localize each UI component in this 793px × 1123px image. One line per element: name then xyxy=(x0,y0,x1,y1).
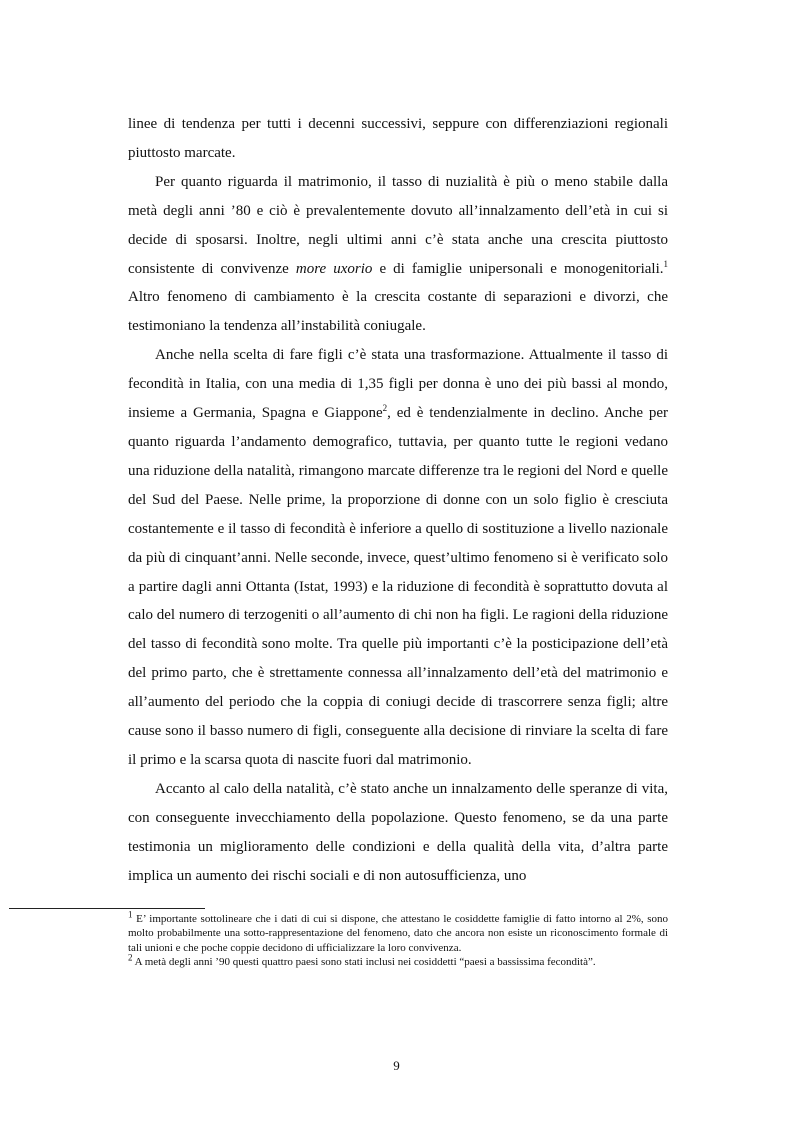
footnote-ref-2[interactable]: 2 xyxy=(382,403,388,414)
italic-term: more uxorio xyxy=(295,260,373,277)
footnote-separator xyxy=(9,908,205,909)
paragraph-text: Anche nella scelta di fare figli c’è stata una trasformazione. Attualmente il tasso di fecondità in Italia, con una media di 1,35 figli per donna è uno dei più bassi al mondo, insieme a Germania, Spagna e Giappone xyxy=(128,347,668,422)
footnotes xyxy=(128,909,668,970)
footnote-ref-1[interactable]: 1 xyxy=(663,258,669,269)
footnote-2 xyxy=(128,952,668,969)
paragraph-continuation xyxy=(128,110,668,168)
paragraph-marriage xyxy=(128,168,668,341)
paragraph-life-expectancy xyxy=(128,775,668,891)
footnote-mark: 1 xyxy=(128,909,133,920)
footnote-mark: 2 xyxy=(128,952,133,963)
paragraph-text: , ed è tendenzialmente in declino. Anche per quanto riguarda l’andamento demografico, tuttavia, per quanto tutte le regioni vedano una riduzione della natalità, rimangono marcate differenze tra le regioni del Nord e quelle del Sud del Paese. Nelle prime, la proporzione di donne con un solo figlio è cresciuta costantemente e il tasso di fecondità è inferiore a quello di sostituzione a livello nazionale da più di cinquant’anni. Nelle seconde, invece, quest’ultimo fenomeno si è verificato solo a partire dagli anni Ottanta (Istat, 1993) e la riduzione di fecondità è soprattutto dovuta al calo del numero di terzogeniti o all’aumento di chi non ha figli. Le ragioni della riduzione del tasso di fecondità sono molte. Tra quelle più importanti c’è la posticipazione dell’età del primo parto, che è strettamente connessa all’innalzamento dell’età del matrimonio e all’aumento del periodo che la coppia di coniugi decide di trascorrere senza figli; altre cause sono il basso numero di figli, conseguente alla decisione di rinviare la scelta di fare il primo e la scarsa quota di nascite fuori dal matrimonio. xyxy=(128,405,668,768)
page-number: 9 xyxy=(393,1058,400,1073)
paragraph-fertility xyxy=(128,341,668,775)
paragraph-text: Altro fenomeno di cambiamento è la crescita costante di separazioni e divorzi, che testimoniano la tendenza all’instabilità coniugale. xyxy=(128,289,668,335)
paragraph-text: e di famiglie unipersonali e monogenitoriali. xyxy=(379,260,664,277)
paragraph-text: Accanto al calo della natalità, c’è stato anche un innalzamento delle speranze di vita, con conseguente invecchiamento della popolazione. Questo fenomeno, se da una parte testimonia un miglioramento delle condizioni e della qualità della vita, d’altra parte implica un aumento dei rischi sociali e di non autosufficienza, uno xyxy=(128,780,668,884)
paragraph-text: Per quanto riguarda il matrimonio, il tasso di nuzialità è più o meno stabile dalla metà degli anni ’80 e ciò è prevalentemente dovuto all’innalzamento dell’età in cui si decide di sposarsi. Inoltre, negli ultimi anni c’è stata anche una crescita piuttosto consistente di convivenze xyxy=(128,173,668,277)
footnote-text: E’ importante sottolineare che i dati di cui si dispone, che attestano le cosiddette famiglie di fatto intorno al 2%, sono molto probabilmente una sotto-rappresentazione del fenomeno, dato che ancora non esiste un riconoscimento formale di tali unioni e che poche coppie decidono di ufficializzare la loro convivenza. xyxy=(128,913,668,954)
footnote-text: A metà degli anni ’90 questi quattro paesi sono stati inclusi nei cosiddetti “paesi a bassissima fecondità”. xyxy=(134,956,596,969)
body-text xyxy=(128,110,668,890)
paragraph-text: linee di tendenza per tutti i decenni successivi, seppure con differenziazioni regionali piuttosto marcate. xyxy=(128,116,668,161)
footnote-1 xyxy=(128,909,668,955)
